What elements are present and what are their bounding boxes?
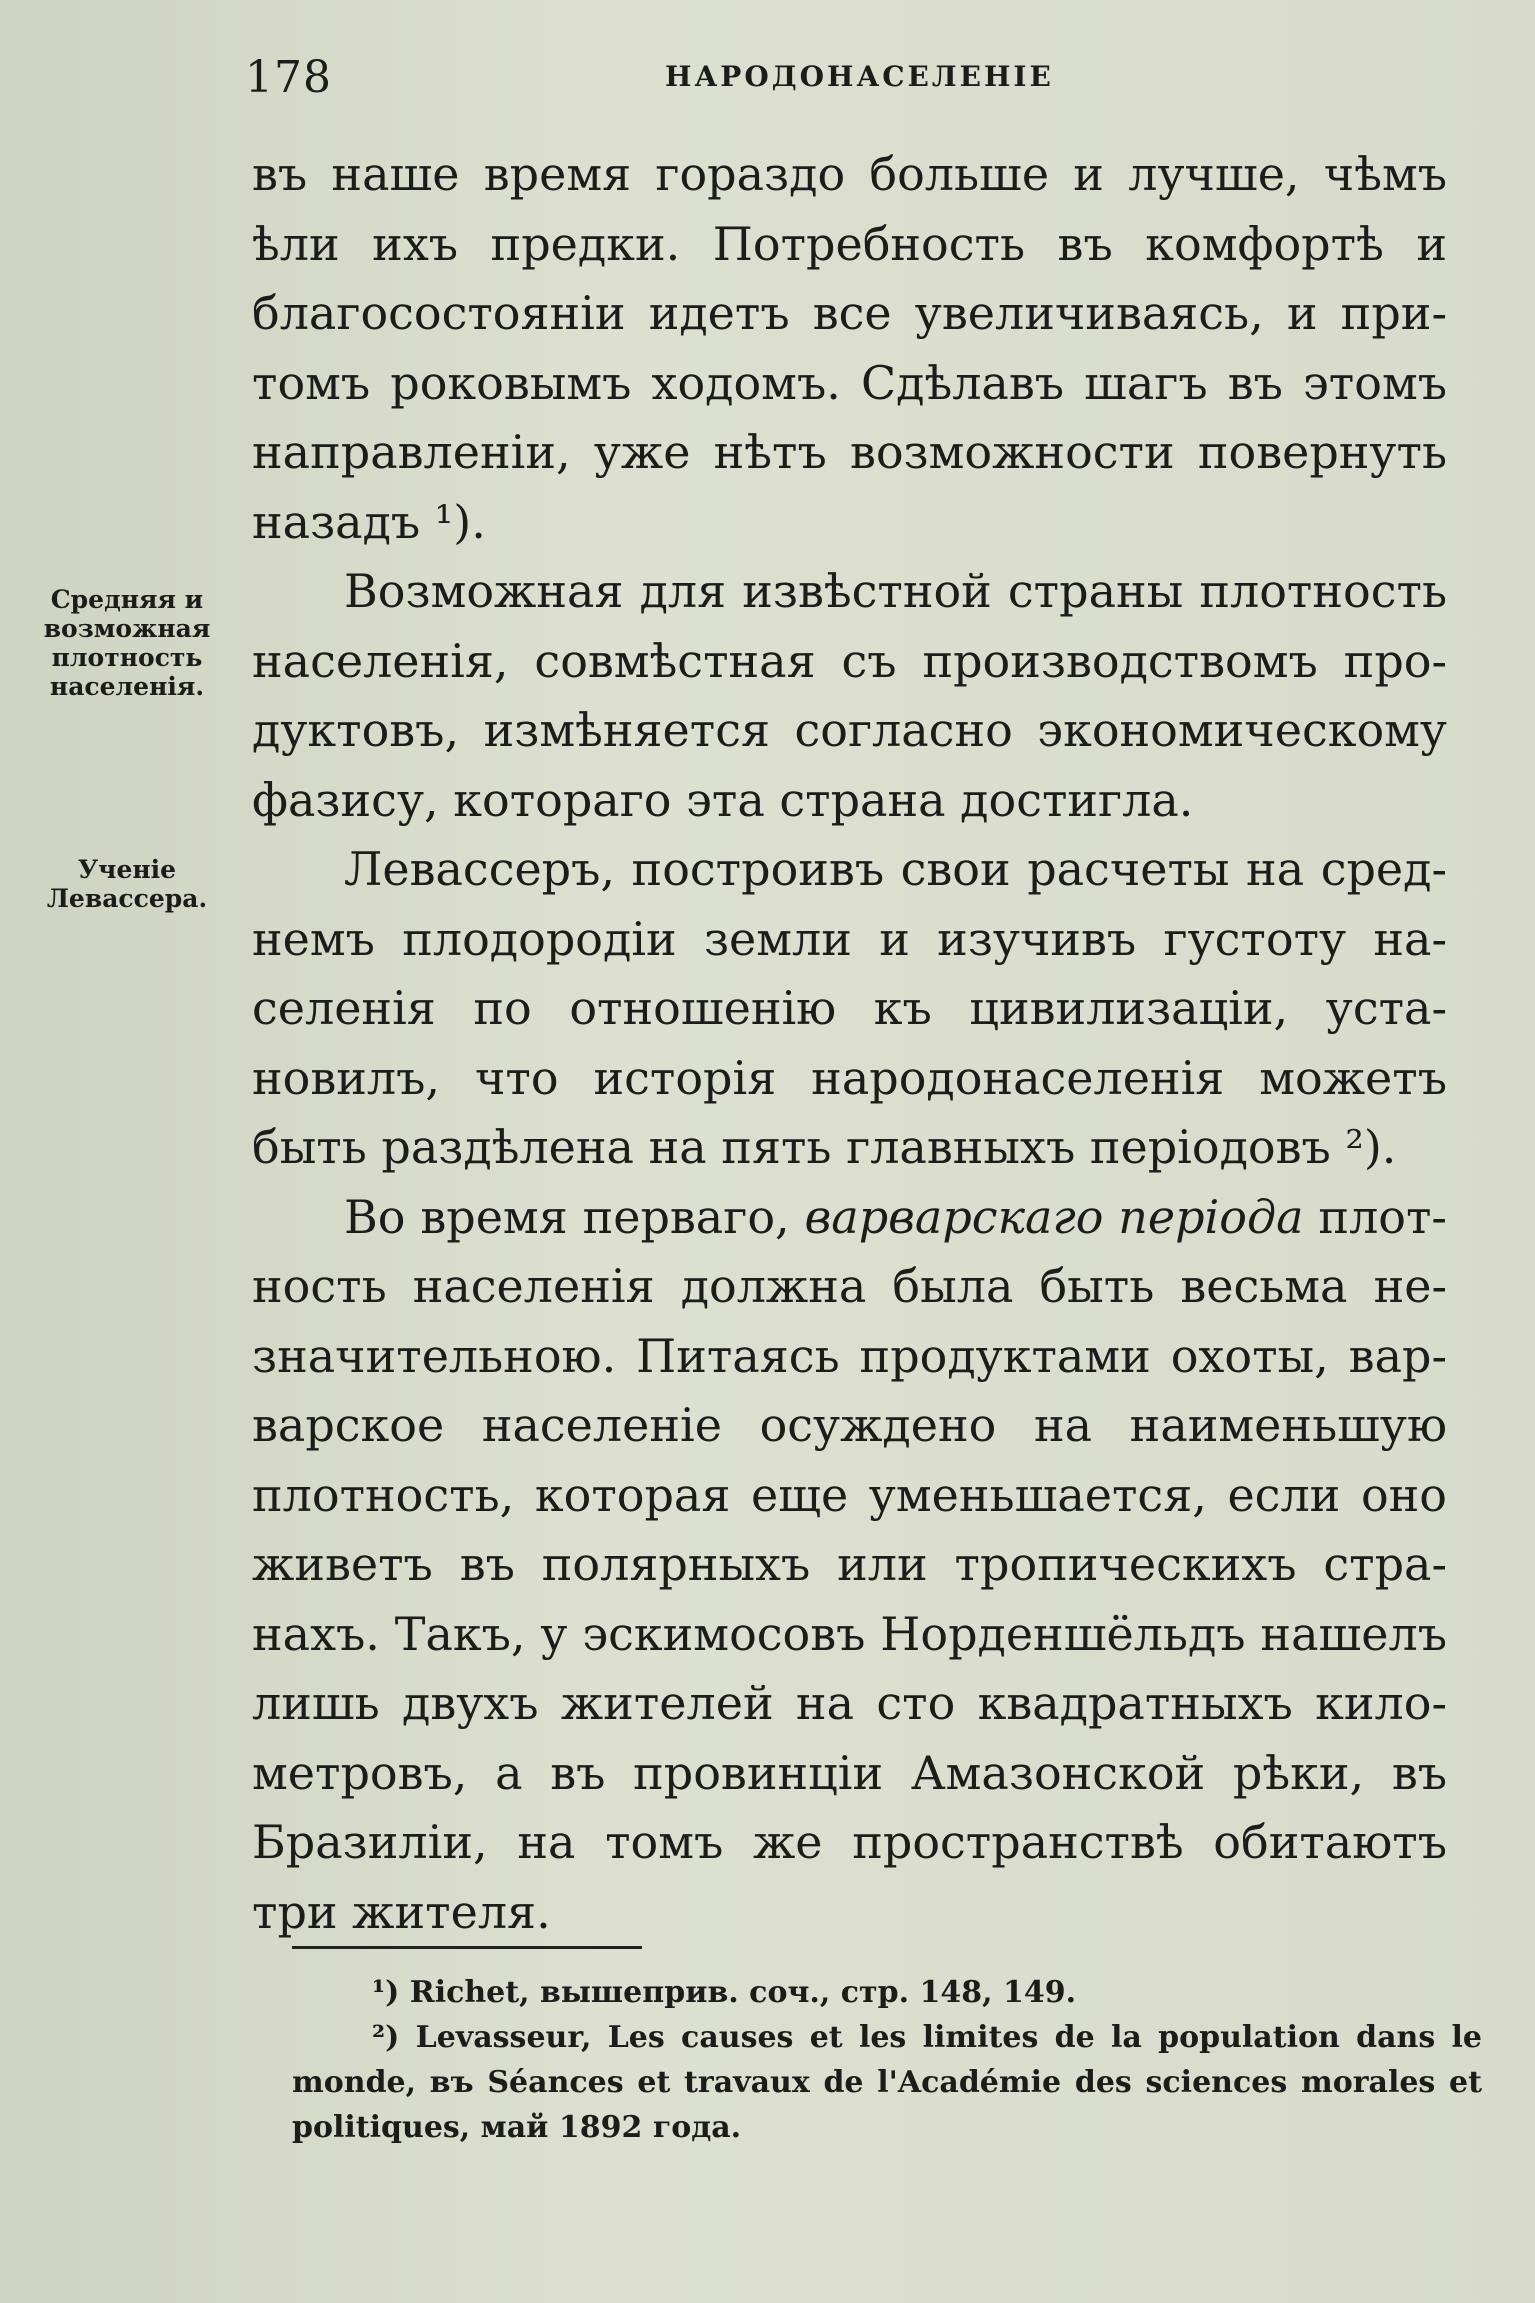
paragraph-3 bbox=[252, 835, 1447, 1183]
text-line: фазису, котораго эта страна достигла. bbox=[252, 772, 1194, 827]
text-line: плотность, которая еще уменьшается, если оно bbox=[252, 1467, 1447, 1522]
text-line: Левассеръ, построивъ свои расчеты на сред- bbox=[344, 842, 1447, 896]
text-line: нахъ. Такъ, у эскимосовъ Норденшёльдъ нашелъ bbox=[252, 1606, 1447, 1661]
text-line: въ наше время гораздо больше и лучше, чѣмъ bbox=[252, 147, 1447, 201]
text-line: Возможная для извѣстной страны плотность bbox=[344, 564, 1447, 618]
page-number: 178 bbox=[245, 52, 332, 103]
text-line: лишь двухъ жителей на сто квадратныхъ кило- bbox=[252, 1676, 1447, 1730]
text-line: ѣли ихъ предки. Потребность въ комфортѣ и bbox=[252, 216, 1447, 271]
text-line: новилъ, что исторія народонаселенія можетъ bbox=[252, 1050, 1447, 1105]
paragraph-1 bbox=[252, 140, 1447, 557]
italic-term: варварскаго періода bbox=[804, 1189, 1304, 1244]
text-line: метровъ, а въ провинціи Амазонской рѣки, въ bbox=[252, 1745, 1447, 1800]
text-line: Бразиліи, на томъ же пространствѣ обитаютъ bbox=[252, 1815, 1447, 1869]
text-line: быть раздѣлена на пять главныхъ періодовъ ²). bbox=[252, 1120, 1397, 1174]
text-line: дуктовъ, измѣняется согласно экономическому bbox=[252, 703, 1447, 757]
text-line: три жителя. bbox=[252, 1884, 551, 1939]
text-line: направленіи, уже нѣтъ возможности повернуть bbox=[252, 425, 1447, 479]
footnote-1: ¹) Richet, вышеприв. соч., стр. 148, 149. bbox=[372, 1975, 1077, 2010]
text-line: значительною. Питаясь продуктами охоты, вар- bbox=[252, 1328, 1447, 1383]
text-line: назадъ ¹). bbox=[252, 494, 486, 549]
sidenote-levasseur: Ученіе Левассера. bbox=[46, 855, 208, 913]
running-title: НАРОДОНАСЕЛЕНІЕ bbox=[665, 60, 1054, 93]
running-head bbox=[245, 52, 1445, 112]
main-text bbox=[252, 140, 1447, 1947]
footnote-2: ²) Levasseur, Les causes et les limites de la population dans le monde, въ Séances et travaux de l'Académie des sciences morales et politiques, май 1892 года. bbox=[292, 2020, 1482, 2145]
text-line: томъ роковымъ ходомъ. Сдѣлавъ шагъ въ этомъ bbox=[252, 355, 1447, 410]
text-line: варское населеніе осуждено на наименьшую bbox=[252, 1398, 1447, 1452]
text-line: немъ плодородіи земли и изучивъ густоту на- bbox=[252, 911, 1447, 966]
text-line bbox=[252, 1183, 1447, 1253]
text-run: плот- bbox=[1303, 1189, 1447, 1244]
text-line: живетъ въ полярныхъ или тропическихъ стра- bbox=[252, 1537, 1447, 1591]
sidenote-density: Средняя и возможная плотность населенія. bbox=[43, 585, 211, 701]
text-run: Во время перваго, bbox=[344, 1189, 805, 1244]
text-line: населенія, совмѣстная съ производствомъ про- bbox=[252, 633, 1447, 688]
footnotes bbox=[292, 1970, 1482, 2150]
text-line: благосостояніи идетъ все увеличиваясь, и при- bbox=[252, 286, 1447, 340]
footnote-divider bbox=[292, 1946, 642, 1949]
paragraph-4 bbox=[252, 1183, 1447, 1948]
paragraph-2 bbox=[252, 557, 1447, 835]
text-line: селенія по отношенію къ цивилизаціи, уста- bbox=[252, 981, 1447, 1035]
text-line: ность населенія должна была быть весьма не- bbox=[252, 1259, 1447, 1313]
